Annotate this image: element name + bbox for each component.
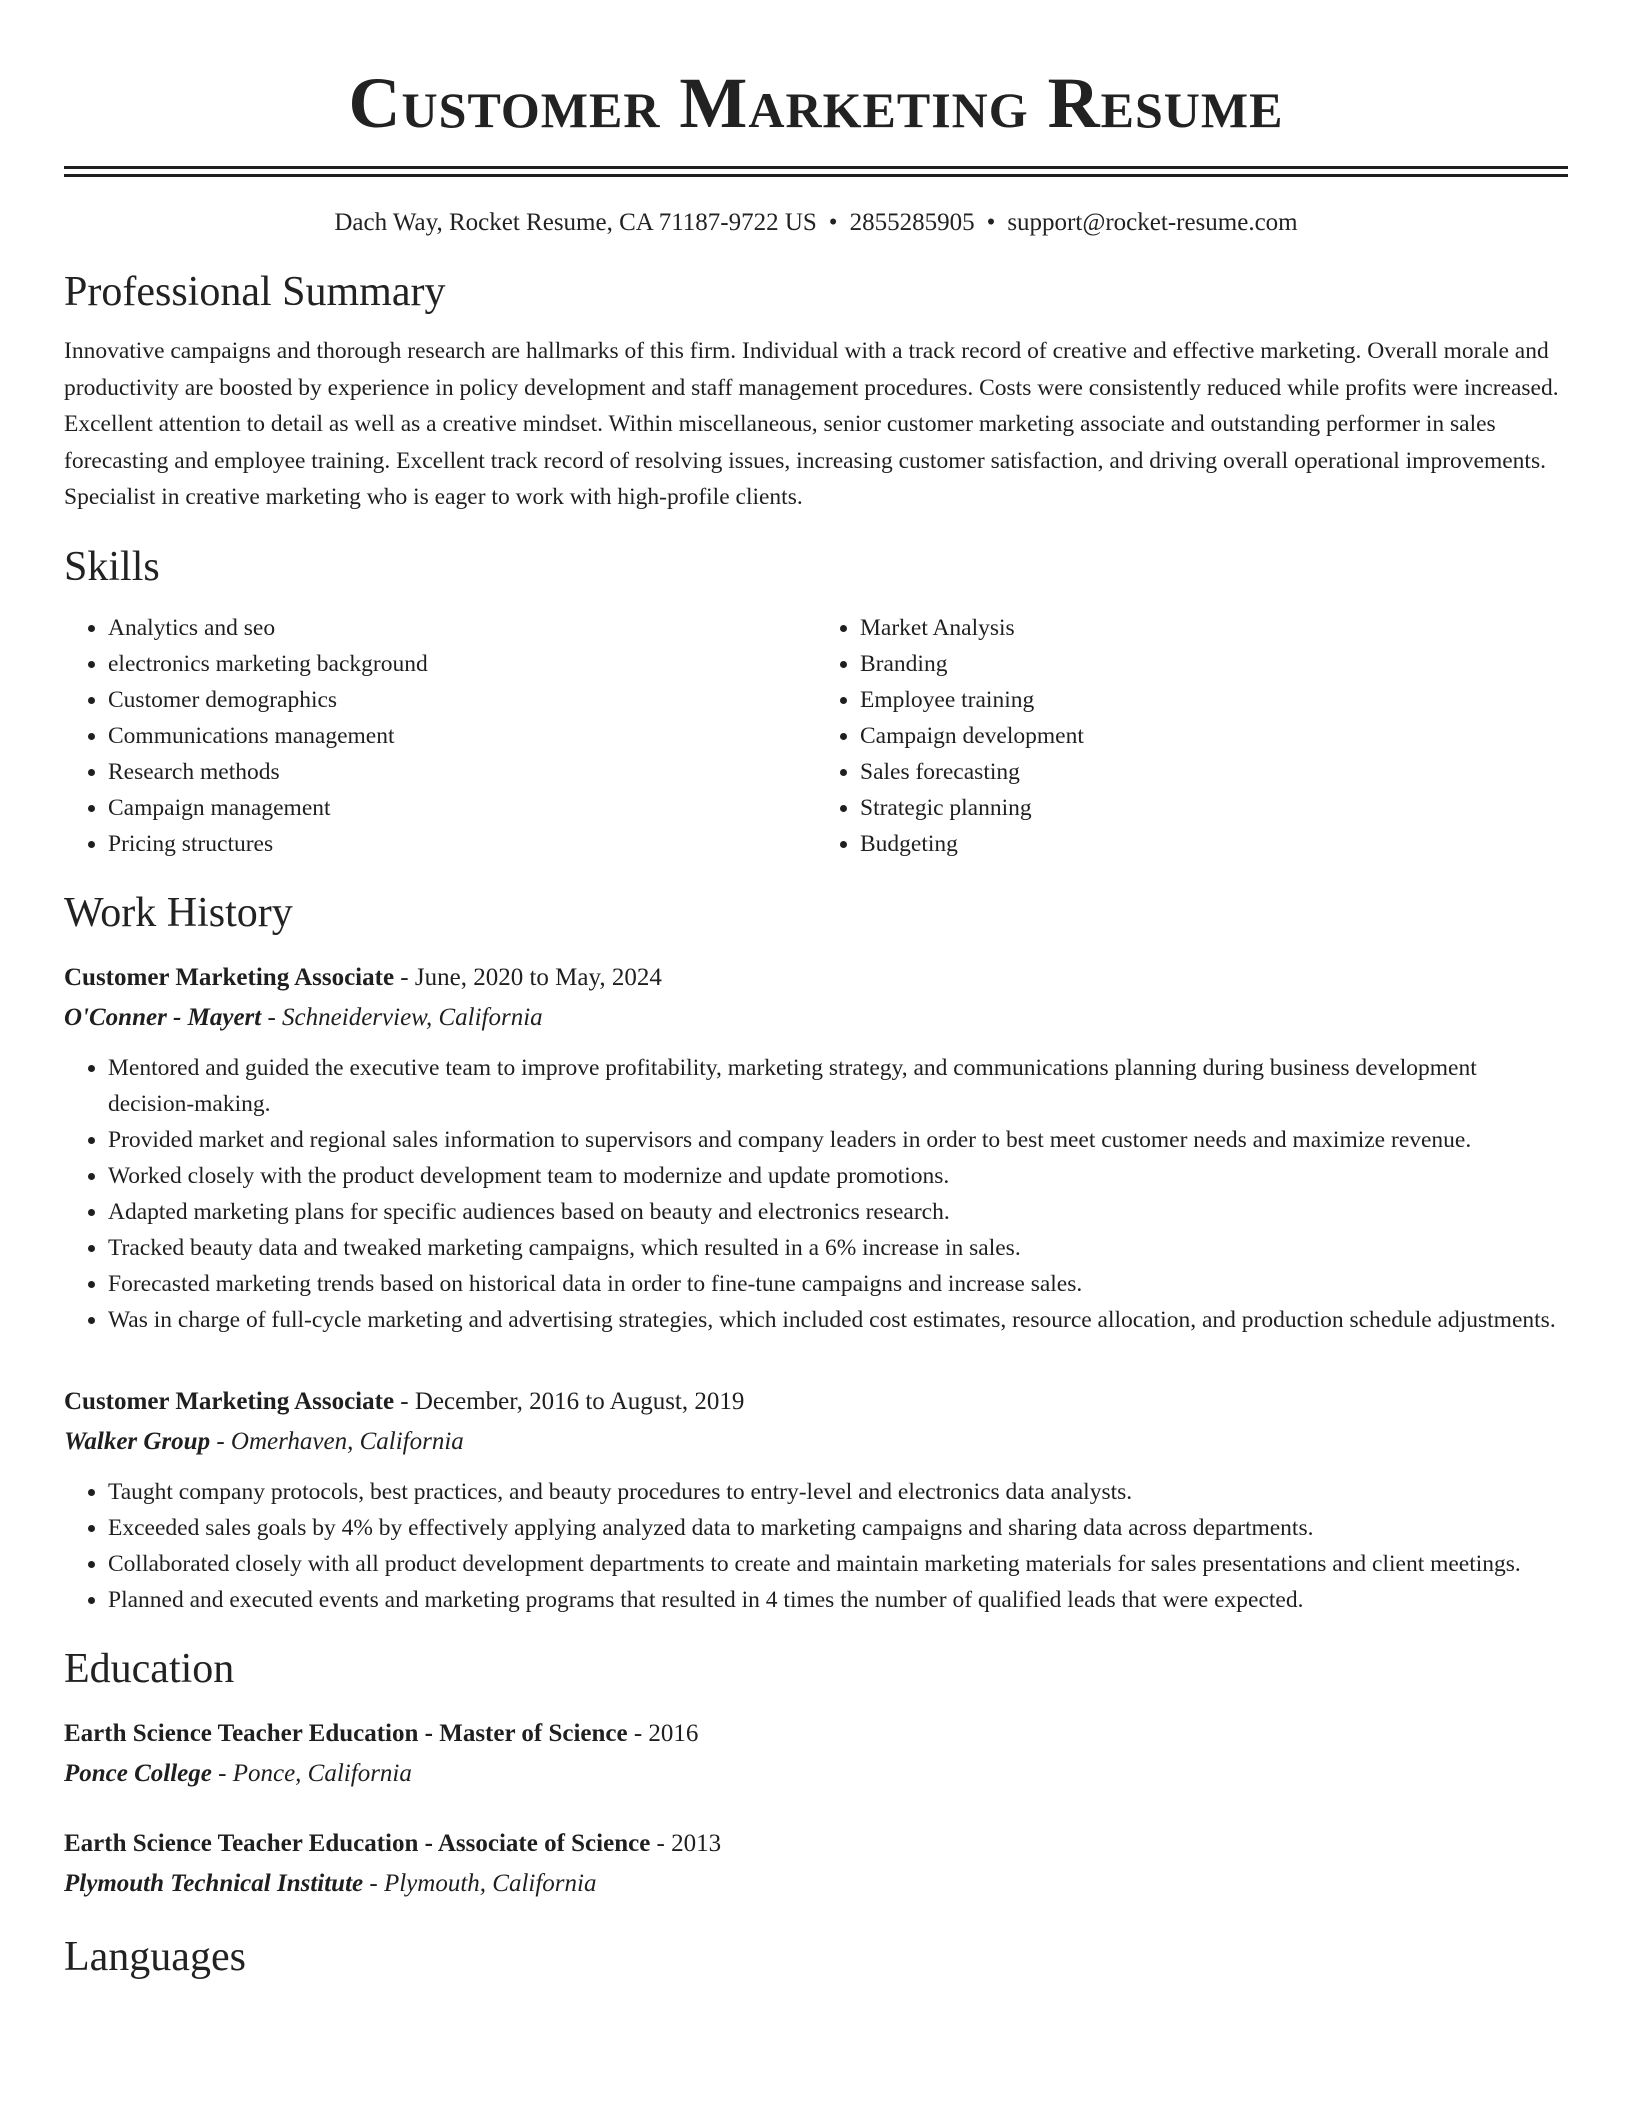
title-divider [64, 166, 1568, 177]
skill-item: • Market Analysis [860, 610, 1568, 646]
job-company: O'Conner - Mayert [64, 1003, 262, 1031]
languages-section [64, 1930, 1568, 1984]
languages-heading: Languages [64, 1933, 246, 1980]
contact-email: support@rocket-resume.com [1007, 209, 1298, 236]
job-bullet: • Was in charge of full-cycle marketing and advertising strategies, which included cost estimates, resource allocation, and production schedule adjustments. [108, 1302, 1568, 1338]
job-dates: - June, 2020 to May, 2024 [394, 963, 662, 991]
contact-separator: • [986, 209, 996, 236]
education-degree: Earth Science Teacher Education - Master of Science [64, 1719, 628, 1747]
education-section [64, 1642, 1568, 1904]
job-location: - Omerhaven, California [210, 1427, 464, 1455]
job-bullet: • Tracked beauty data and tweaked marketing campaigns, which resulted in a 6% increase in sales. [108, 1230, 1568, 1266]
skill-item: • Customer demographics [108, 682, 816, 718]
education-school-line [64, 1754, 1568, 1794]
job-entry [64, 958, 1568, 1338]
education-entry [64, 1824, 1568, 1904]
education-school: Plymouth Technical Institute [64, 1869, 364, 1897]
skill-item: • Pricing structures [108, 826, 816, 862]
education-location: - Ponce, California [211, 1759, 412, 1787]
job-bullets [64, 1050, 1568, 1338]
education-degree-line [64, 1824, 1568, 1864]
job-dates: - December, 2016 to August, 2019 [394, 1387, 745, 1415]
skills-columns [64, 610, 1568, 862]
job-bullet: • Provided market and regional sales information to supervisors and company leaders in order to best meet customer needs and maximize revenue. [108, 1122, 1568, 1158]
education-location: - Plymouth, California [363, 1869, 597, 1897]
job-bullet: • Taught company protocols, best practices, and beauty procedures to entry-level and electronics data analysts. [108, 1474, 1568, 1510]
skill-item: • Budgeting [860, 826, 1568, 862]
job-bullet: • Forecasted marketing trends based on historical data in order to fine-tune campaigns and increase sales. [108, 1266, 1568, 1302]
job-title: Customer Marketing Associate [64, 1387, 395, 1415]
education-degree-line [64, 1714, 1568, 1754]
summary-section [64, 265, 1568, 516]
skill-item: • Communications management [108, 718, 816, 754]
skills-heading: Skills [64, 543, 160, 590]
education-school-line [64, 1864, 1568, 1904]
contact-separator: • [828, 209, 838, 236]
education-year: - 2016 [627, 1719, 699, 1747]
education-entry [64, 1714, 1568, 1794]
job-title: Customer Marketing Associate [64, 963, 395, 991]
job-company-line [64, 998, 1568, 1038]
contact-phone: 2855285905 [849, 209, 975, 236]
contact-line [64, 207, 1568, 239]
skill-item: • Sales forecasting [860, 754, 1568, 790]
job-company: Walker Group [64, 1427, 211, 1455]
job-bullet: • Mentored and guided the executive team to improve profitability, marketing strategy, and communications planning during business development decision-making. [108, 1050, 1568, 1122]
skills-section [64, 540, 1568, 862]
skill-item: • electronics marketing background [108, 646, 816, 682]
summary-text: Innovative campaigns and thorough research are hallmarks of this firm. Individual with a track record of creative and effective marketing. Overall morale and productivity are boosted by experience in policy development and staff management procedures. Costs were consistently reduced while profits were increased. Excellent attention to detail as well as a creative mindset. Within miscellaneous, senior customer marketing associate and outstanding performer in sales forecasting and employee training. Excellent track record of resolving issues, increasing customer satisfaction, and driving overall operational improvements. Specialist in creative marketing who is eager to work with high-profile clients. [64, 338, 1559, 510]
skill-item: • Campaign development [860, 718, 1568, 754]
skill-item: • Research methods [108, 754, 816, 790]
job-company-line [64, 1422, 1568, 1462]
job-title-line [64, 1382, 1568, 1422]
summary-heading: Professional Summary [64, 269, 446, 315]
education-year: - 2013 [650, 1829, 722, 1857]
job-bullet: • Planned and executed events and marketing programs that resulted in 4 times the number of qualified leads that were expected. [108, 1582, 1568, 1618]
job-entry [64, 1382, 1568, 1618]
education-heading: Education [64, 1645, 235, 1692]
skill-item: • Strategic planning [860, 790, 1568, 826]
skills-list-left [64, 610, 816, 862]
job-bullet: • Collaborated closely with all product development departments to create and maintain marketing materials for sales presentations and client meetings. [108, 1546, 1568, 1582]
job-location: - Schneiderview, California [261, 1003, 543, 1031]
job-bullets [64, 1474, 1568, 1618]
skill-item: • Employee training [860, 682, 1568, 718]
skill-item: • Branding [860, 646, 1568, 682]
skill-item: • Analytics and seo [108, 610, 816, 646]
skill-item: • Campaign management [108, 790, 816, 826]
work-history-section [64, 886, 1568, 1618]
job-bullet: • Adapted marketing plans for specific audiences based on beauty and electronics research. [108, 1194, 1568, 1230]
job-bullet: • Exceeded sales goals by 4% by effectively applying analyzed data to marketing campaigns and sharing data across departments. [108, 1510, 1568, 1546]
education-school: Ponce College [64, 1759, 212, 1787]
job-bullet: • Worked closely with the product development team to modernize and update promotions. [108, 1158, 1568, 1194]
resume-title: Customer Marketing Resume [348, 63, 1284, 143]
contact-address: Dach Way, Rocket Resume, CA 71187-9722 US [334, 209, 817, 236]
skills-list-right [816, 610, 1568, 862]
education-degree: Earth Science Teacher Education - Associate of Science [64, 1829, 651, 1857]
work-history-heading: Work History [64, 889, 293, 936]
job-title-line [64, 958, 1568, 998]
